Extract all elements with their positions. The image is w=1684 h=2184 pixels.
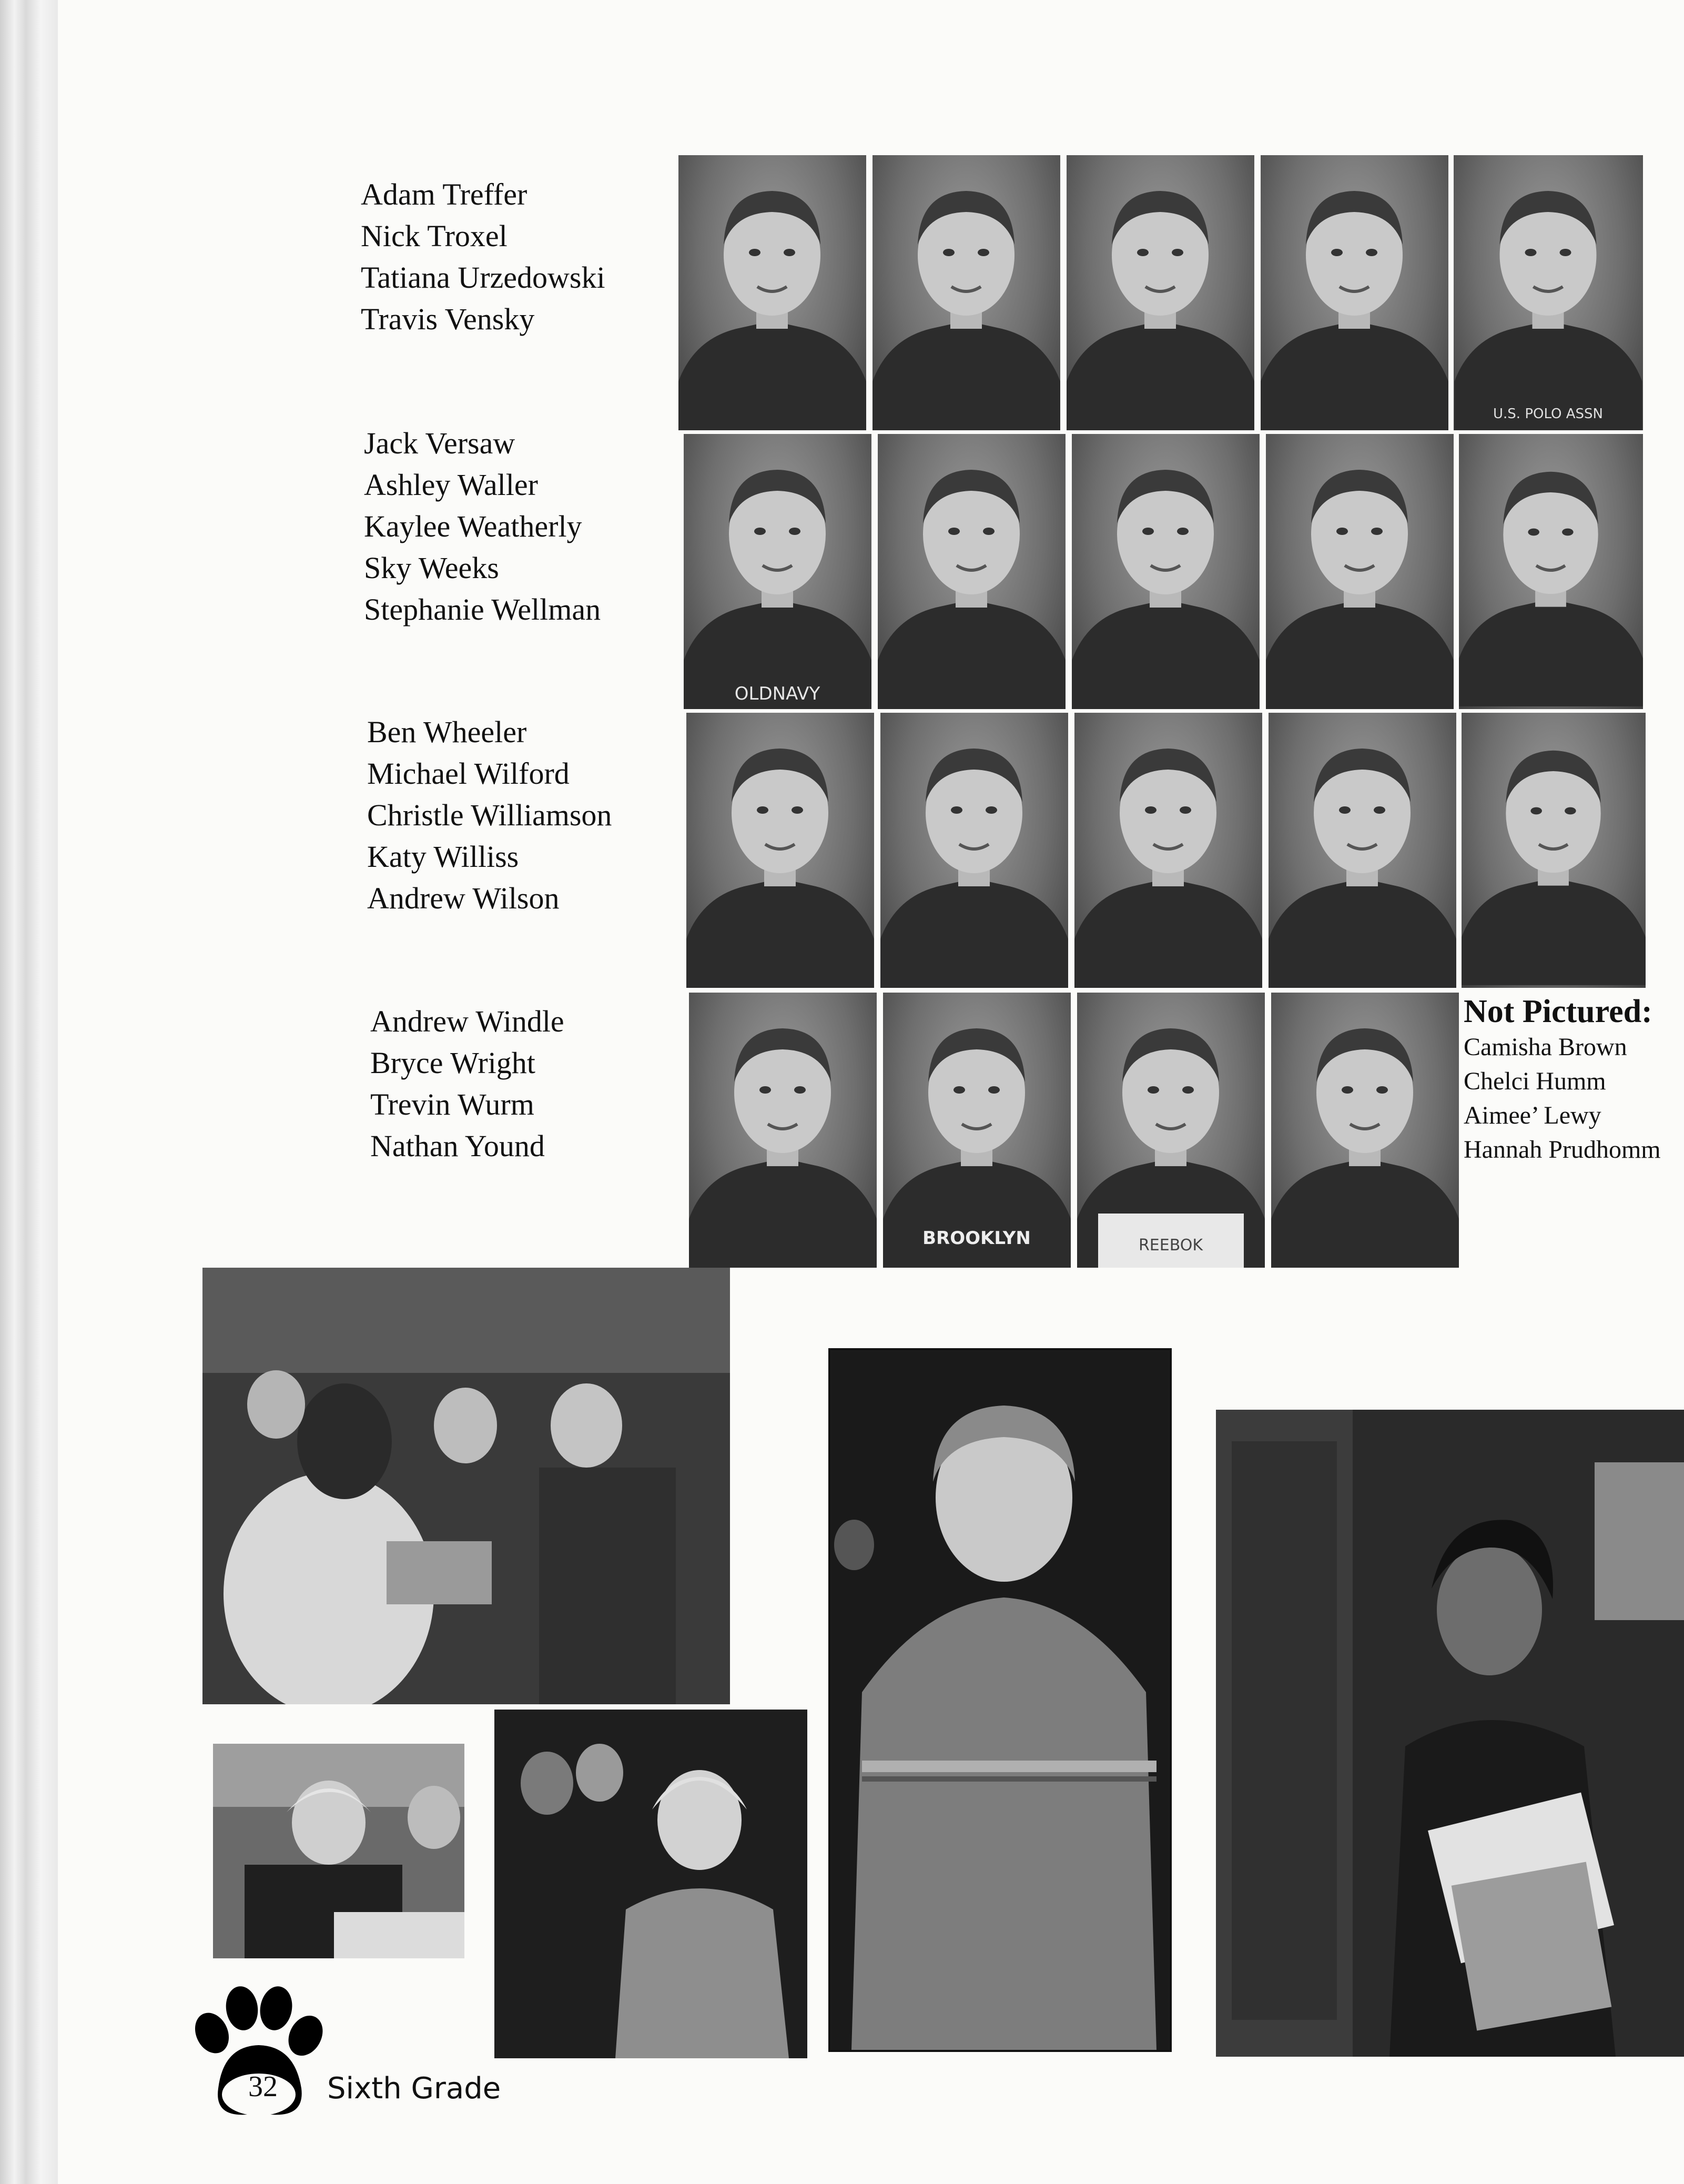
student-name: Trevin Wurm — [370, 1087, 534, 1121]
candid-photo-classroom — [202, 1268, 730, 1704]
student-portrait — [1072, 434, 1260, 709]
student-portrait — [878, 434, 1066, 709]
not-pictured-heading: Not Pictured: — [1464, 994, 1652, 1029]
candid-photo-girl-locker — [1216, 1410, 1684, 2057]
not-pictured-name: Hannah Prudhomm — [1464, 1136, 1661, 1164]
student-portrait — [1067, 155, 1254, 430]
student-name: Travis Vensky — [361, 302, 535, 336]
student-name: Sky Weeks — [364, 551, 499, 585]
student-portrait — [873, 155, 1060, 430]
page-binding-edge — [0, 0, 58, 2184]
student-name: Kaylee Weatherly — [364, 509, 582, 543]
student-portrait — [689, 993, 877, 1268]
student-name: Andrew Windle — [370, 1004, 564, 1038]
not-pictured-name: Camisha Brown — [1464, 1033, 1627, 1061]
student-name: Stephanie Wellman — [364, 592, 601, 626]
student-name: Adam Treffer — [361, 177, 527, 211]
student-portrait — [880, 713, 1068, 988]
shirt-print: BROOKLYN — [922, 1228, 1031, 1249]
student-name: Ashley Waller — [364, 468, 538, 502]
student-name: Ben Wheeler — [367, 715, 527, 749]
page-number: 32 — [248, 2070, 278, 2103]
student-name: Christle Williamson — [367, 798, 612, 832]
student-name: Nick Troxel — [361, 219, 508, 253]
student-name: Michael Wilford — [367, 756, 570, 791]
not-pictured-list — [1464, 1030, 1679, 1167]
paw-print-icon — [187, 1983, 329, 2125]
candid-photo-hallway — [494, 1710, 807, 2058]
student-portrait — [678, 155, 866, 430]
row-1-names — [361, 174, 605, 340]
student-name: Bryce Wright — [370, 1046, 535, 1080]
student-portrait — [1077, 993, 1265, 1268]
not-pictured-name: Aimee’ Lewy — [1464, 1101, 1601, 1129]
student-portrait — [1462, 713, 1646, 988]
section-label: Sixth Grade — [327, 2071, 501, 2106]
candid-photo-reading — [213, 1744, 464, 1958]
candid-photo-boy-hoodie — [828, 1348, 1172, 2052]
student-name: Katy Williss — [367, 840, 519, 874]
not-pictured-name: Chelci Humm — [1464, 1067, 1606, 1095]
student-portrait — [1074, 713, 1262, 988]
student-portrait — [684, 434, 871, 709]
student-portrait — [1459, 434, 1643, 709]
student-name: Tatiana Urzedowski — [361, 260, 605, 295]
student-portrait — [686, 713, 874, 988]
row-4-names — [370, 1000, 564, 1167]
row-3-names — [367, 711, 612, 919]
student-portrait — [883, 993, 1071, 1268]
student-name: Jack Versaw — [364, 426, 515, 460]
student-portrait — [1261, 155, 1448, 430]
student-portrait — [1269, 713, 1456, 988]
student-portrait — [1271, 993, 1459, 1268]
student-name: Andrew Wilson — [367, 881, 560, 915]
student-portrait — [1454, 155, 1643, 430]
student-name: Nathan Yound — [370, 1129, 545, 1163]
student-portrait — [1266, 434, 1454, 709]
shirt-print: OLDNAVY — [734, 683, 820, 704]
shirt-print: REEBOK — [1138, 1236, 1203, 1255]
row-2-names — [364, 422, 601, 630]
shirt-print: U.S. POLO ASSN — [1493, 406, 1604, 422]
